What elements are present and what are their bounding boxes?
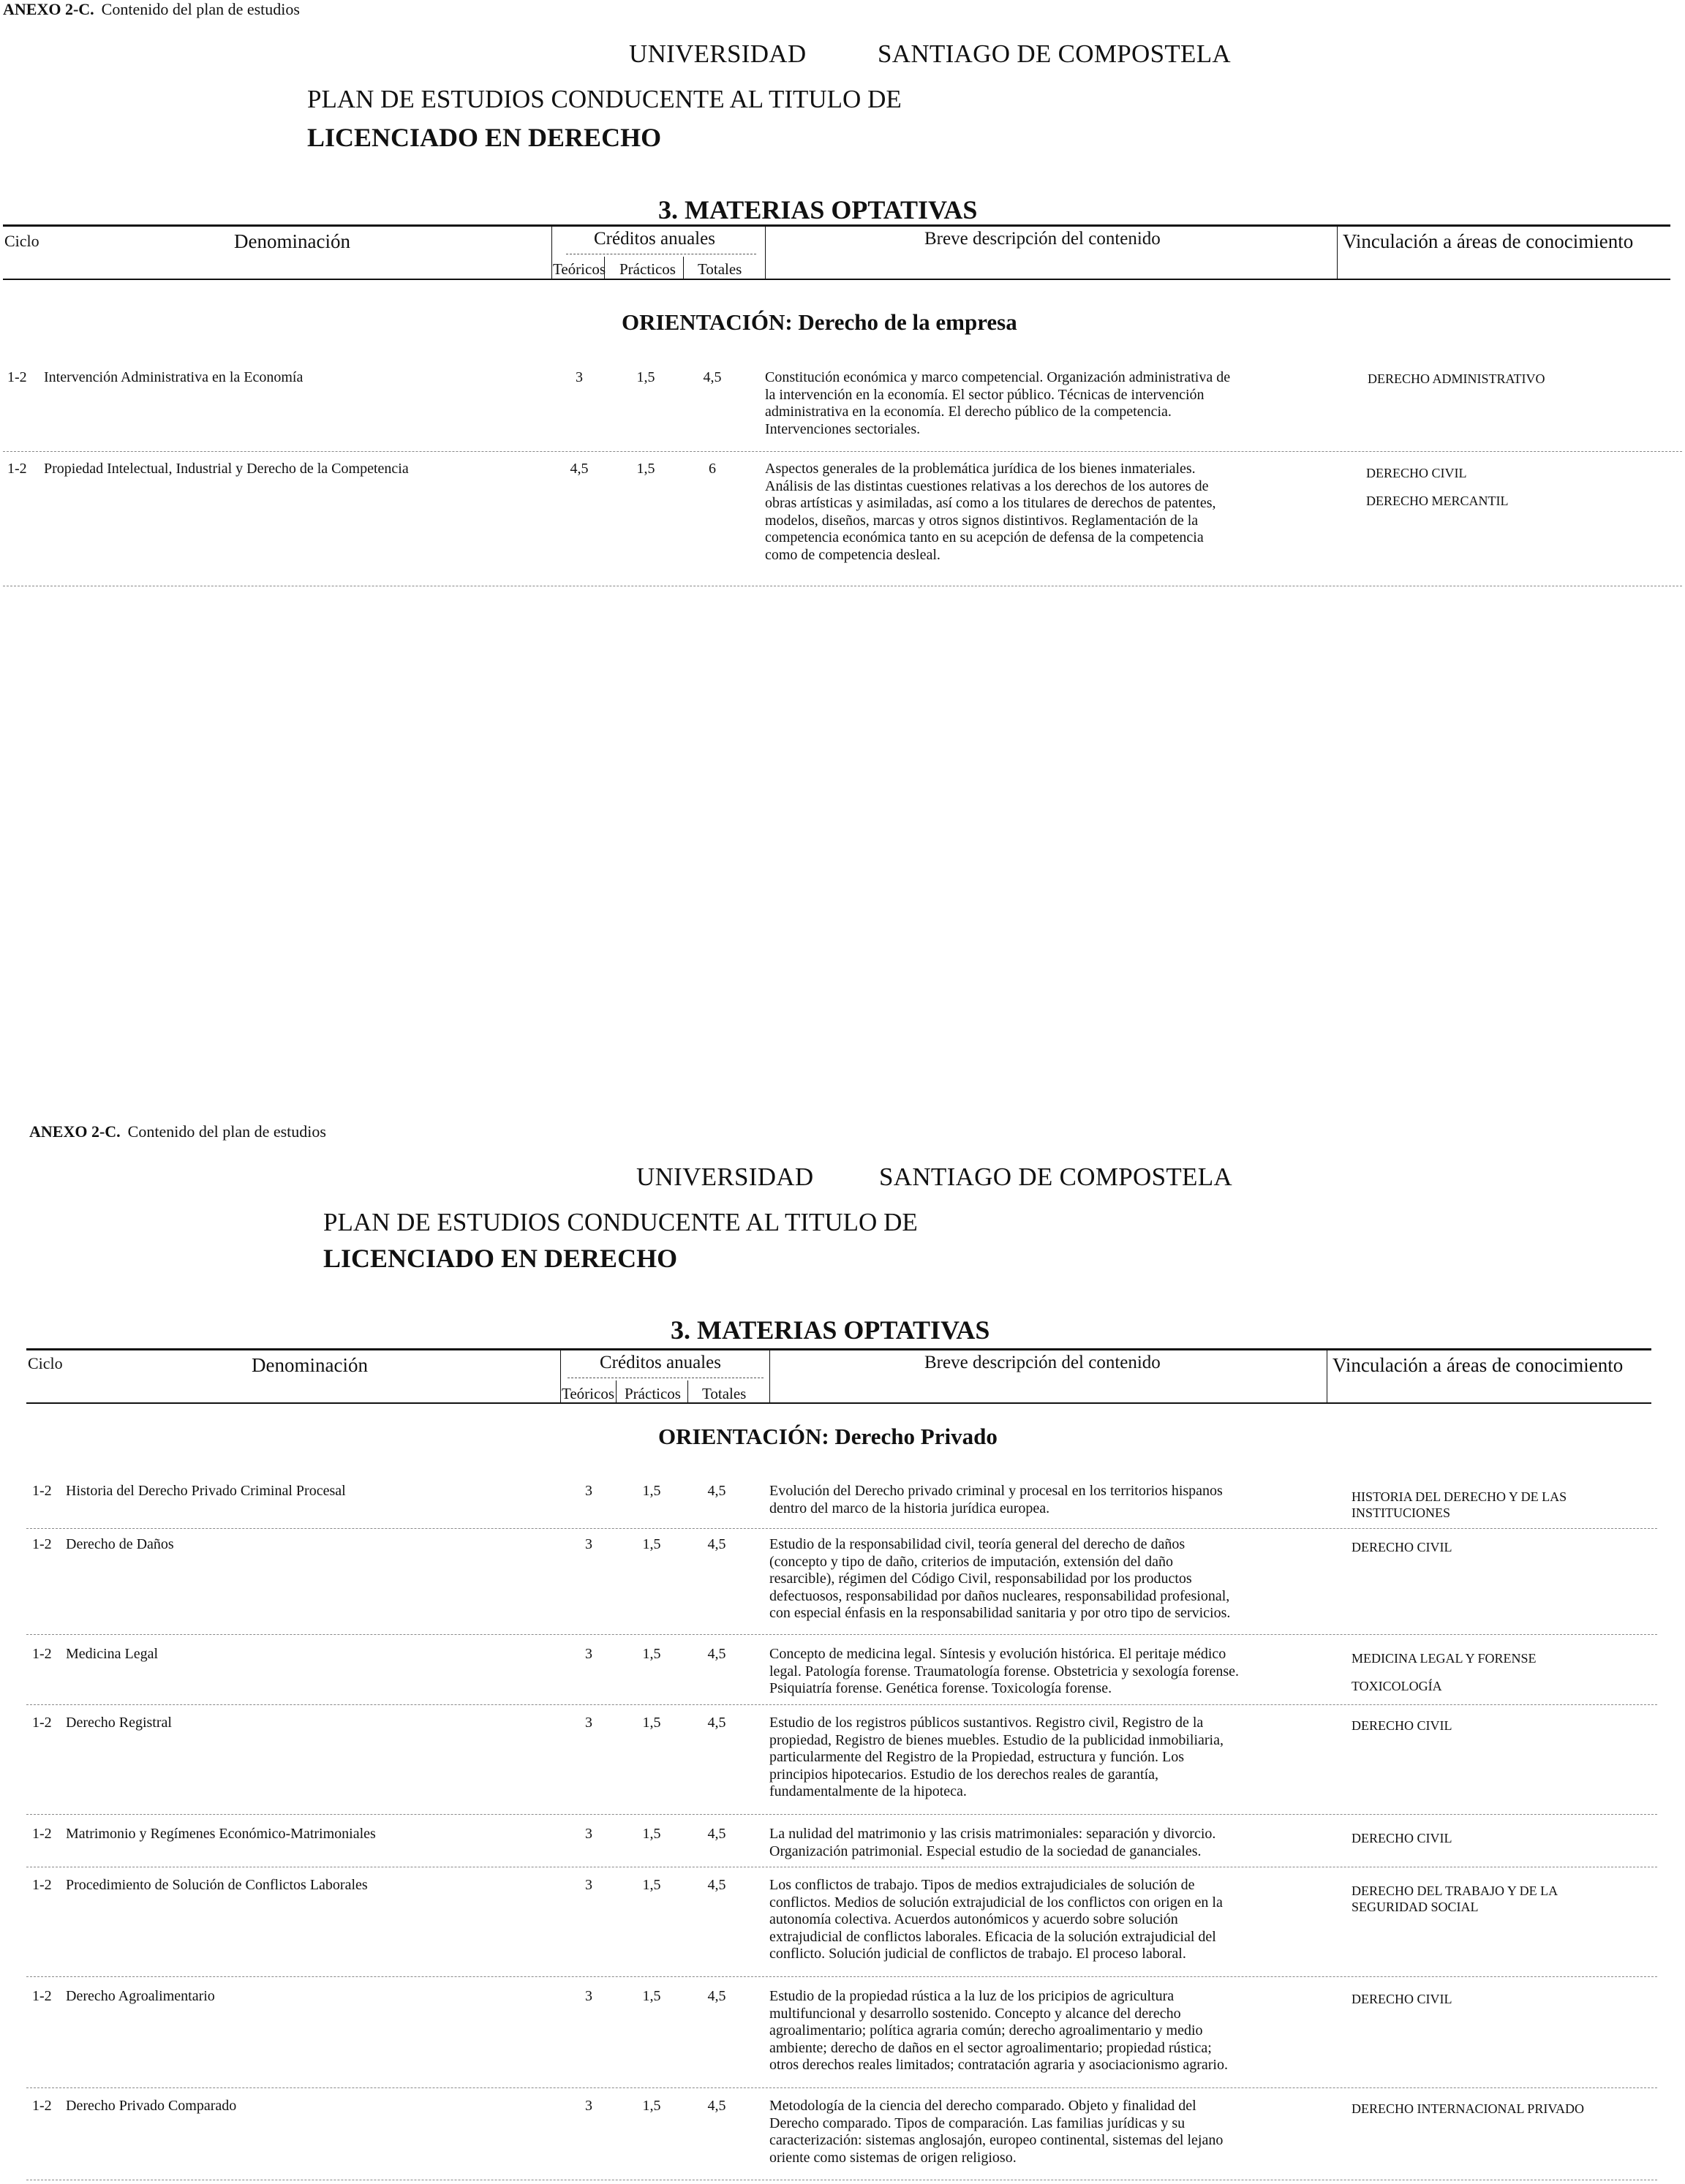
orientation-title: ORIENTACIÓN: Derecho Privado <box>658 1424 998 1449</box>
section-title: 3. MATERIAS OPTATIVAS <box>671 1315 990 1345</box>
cell-denominacion: Derecho de Daños <box>66 1536 174 1552</box>
cell-descripcion: Estudio de la responsabilidad civil, teoría general del derecho de daños (concepto y tipo de daño, criterios de imputación, extensión del daño resarcible), régimen del Código Civil, responsabilidad por los productos defectuosos, responsabilidad por daños nucleares, responsabilidad profesional, con especial énfasis en la responsabilidad sanitaria y por otro tipo de servicios. <box>769 1536 1231 1621</box>
cell-denominacion: Procedimiento de Solución de Conflictos Laborales <box>66 1877 368 1893</box>
cell-vinculacion: HISTORIA DEL DERECHO Y DE LAS INSTITUCIONES <box>1352 1489 1567 1520</box>
row-separator <box>26 1528 1657 1529</box>
cell-vinculacion: DERECHO CIVIL <box>1352 1718 1452 1733</box>
cell-denominacion: Intervención Administrativa en la Economía <box>44 369 304 385</box>
col-totales: Totales <box>698 260 742 278</box>
cell-teoricos: 3 <box>585 1536 592 1552</box>
col-teoricos: Teóricos <box>553 260 606 278</box>
cell-teoricos: 3 <box>585 1826 592 1842</box>
cell-vinculacion: MEDICINA LEGAL Y FORENSE TOXICOLOGÍA <box>1352 1651 1537 1693</box>
orientation-title: ORIENTACIÓN: Derecho de la empresa <box>622 309 1017 335</box>
cell-practicos: 1,5 <box>642 2098 661 2114</box>
cell-teoricos: 3 <box>576 369 583 385</box>
cell-totales: 4,5 <box>707 1483 726 1499</box>
document-page-2 <box>0 1122 1685 2184</box>
cell-vinculacion: DERECHO DEL TRABAJO Y DE LA SEGURIDAD SOCIAL <box>1352 1883 1558 1914</box>
row-separator <box>26 1704 1657 1705</box>
cell-teoricos: 3 <box>585 1988 592 2004</box>
cell-ciclo: 1-2 <box>7 461 27 477</box>
cell-denominacion: Derecho Agroalimentario <box>66 1988 215 2004</box>
col-vinculacion: Vinculación a áreas de conocimiento <box>1343 230 1634 252</box>
row-separator <box>26 1814 1657 1815</box>
cell-denominacion: Medicina Legal <box>66 1646 159 1662</box>
cell-practicos: 1,5 <box>642 1877 661 1893</box>
table-header <box>3 224 1670 280</box>
cell-totales: 4,5 <box>707 1646 726 1662</box>
cell-totales: 4,5 <box>707 1988 726 2004</box>
section-title: 3. MATERIAS OPTATIVAS <box>658 195 978 224</box>
cell-totales: 4,5 <box>707 2098 726 2114</box>
cell-practicos: 1,5 <box>636 369 655 385</box>
cell-practicos: 1,5 <box>642 1988 661 2004</box>
cell-teoricos: 4,5 <box>570 461 589 477</box>
cell-totales: 4,5 <box>707 1715 726 1731</box>
cell-descripcion: Estudio de los registros públicos sustantivos. Registro civil, Registro de la propiedad, Registro de bienes muebles. Estudio de la publicidad inmobiliaria, particularmente del Registro de la Propiedad, estructura y función. Los principios hipotecarios. Estudio de los derechos reales de garantía, fundamentalmente de la hipoteca. <box>769 1715 1224 1799</box>
university-name: SANTIAGO DE COMPOSTELA <box>878 39 1231 68</box>
cell-teoricos: 3 <box>585 1646 592 1662</box>
cell-ciclo: 1-2 <box>32 1646 52 1662</box>
col-descripcion: Breve descripción del contenido <box>924 1353 1161 1372</box>
cell-ciclo: 1-2 <box>32 1988 52 2004</box>
degree-title: LICENCIADO EN DERECHO <box>323 1244 678 1273</box>
cell-teoricos: 3 <box>585 1715 592 1731</box>
col-vinculacion: Vinculación a áreas de conocimiento <box>1332 1354 1624 1376</box>
cell-practicos: 1,5 <box>642 1646 661 1662</box>
document-page-1 <box>0 0 1685 1082</box>
cell-descripcion: Aspectos generales de la problemática jurídica de los bienes inmateriales. Análisis de las distintas cuestiones relativas a los derechos de los autores de obras artísticas y asimiladas, así como a los titulares de derechos de patentes, modelos, diseños, marcas y otros signos distintivos. Reglamentación de la competencia económica tanto en su acepción de defensa de la competencia como de competencia desleal. <box>765 461 1216 563</box>
col-totales: Totales <box>702 1385 747 1402</box>
cell-descripcion: Concepto de medicina legal. Síntesis y evolución histórica. El peritaje médico legal. Patología forense. Traumatología forense. Obstetricia y sexología forense. Psiquiatría forense. Genética forense. Toxicología forense. <box>769 1646 1240 1696</box>
cell-totales: 6 <box>709 461 716 477</box>
cell-vinculacion: DERECHO CIVIL <box>1352 1540 1452 1554</box>
row-separator <box>26 1976 1657 1977</box>
col-ciclo: Ciclo <box>4 232 39 250</box>
cell-vinculacion: DERECHO CIVIL <box>1352 1831 1452 1845</box>
row-separator <box>3 451 1682 452</box>
row-separator <box>26 1634 1657 1635</box>
plan-title: PLAN DE ESTUDIOS CONDUCENTE AL TITULO DE <box>307 85 902 113</box>
university-label: UNIVERSIDAD <box>629 39 807 68</box>
cell-teoricos: 3 <box>585 2098 592 2114</box>
cell-totales: 4,5 <box>707 1536 726 1552</box>
col-denominacion: Denominación <box>234 230 350 252</box>
cell-denominacion: Historia del Derecho Privado Criminal Procesal <box>66 1483 346 1499</box>
annex-heading: ANEXO 2-C. Contenido del plan de estudios <box>29 1122 326 1141</box>
cell-totales: 4,5 <box>707 1877 726 1893</box>
col-descripcion: Breve descripción del contenido <box>924 229 1161 249</box>
cell-totales: 4,5 <box>707 1826 726 1842</box>
cell-practicos: 1,5 <box>636 461 655 477</box>
cell-ciclo: 1-2 <box>32 1826 52 1842</box>
cell-vinculacion: DERECHO CIVIL DERECHO MERCANTIL <box>1366 466 1509 508</box>
cell-ciclo: 1-2 <box>32 1715 52 1731</box>
cell-vinculacion: DERECHO ADMINISTRATIVO <box>1368 371 1545 386</box>
col-creditos: Créditos anuales <box>600 1353 721 1372</box>
cell-ciclo: 1-2 <box>32 1536 52 1552</box>
cell-teoricos: 3 <box>585 1483 592 1499</box>
cell-practicos: 1,5 <box>642 1826 661 1842</box>
cell-practicos: 1,5 <box>642 1536 661 1552</box>
col-practicos: Prácticos <box>619 260 676 278</box>
table-header <box>26 1348 1651 1404</box>
cell-totales: 4,5 <box>703 369 722 385</box>
cell-vinculacion: DERECHO CIVIL <box>1352 1992 1452 2006</box>
cell-ciclo: 1-2 <box>32 1877 52 1893</box>
plan-title: PLAN DE ESTUDIOS CONDUCENTE AL TITULO DE <box>323 1208 918 1236</box>
cell-denominacion: Derecho Registral <box>66 1715 172 1731</box>
university-label: UNIVERSIDAD <box>636 1163 814 1191</box>
cell-ciclo: 1-2 <box>7 369 27 385</box>
cell-denominacion: Derecho Privado Comparado <box>66 2098 237 2114</box>
cell-denominacion: Matrimonio y Regímenes Económico-Matrimoniales <box>66 1826 376 1842</box>
col-ciclo: Ciclo <box>28 1354 63 1372</box>
cell-denominacion: Propiedad Intelectual, Industrial y Derecho de la Competencia <box>44 461 409 477</box>
col-practicos: Prácticos <box>625 1385 681 1402</box>
col-teoricos: Teóricos <box>562 1385 615 1402</box>
cell-practicos: 1,5 <box>642 1715 661 1731</box>
cell-descripcion: Metodología de la ciencia del derecho comparado. Objeto y finalidad del Derecho comparado. Tipos de comparación. Las familias jurídicas y su caracterización: sistemas anglosajón, europeo continental, sistemas del lejano oriente como sistemas de origen religioso. <box>769 2098 1224 2166</box>
annex-heading: ANEXO 2-C. Contenido del plan de estudios <box>3 0 300 18</box>
cell-practicos: 1,5 <box>642 1483 661 1499</box>
cell-vinculacion: DERECHO INTERNACIONAL PRIVADO <box>1352 2101 1584 2116</box>
col-denominacion: Denominación <box>252 1354 368 1376</box>
cell-descripcion: Constitución económica y marco competencial. Organización administrativa de la intervención en la economía. El sector público. Técnicas de intervención administrativa en la economía. El derecho público de la competencia. Intervenciones sectoriales. <box>765 369 1231 437</box>
cell-teoricos: 3 <box>585 1877 592 1893</box>
cell-descripcion: La nulidad del matrimonio y las crisis matrimoniales: separación y divorcio. Organización patrimonial. Especial estudio de la sociedad de gananciales. <box>769 1826 1216 1859</box>
cell-descripcion: Estudio de la propiedad rústica a la luz de los pricipios de agricultura multifuncional y desarrollo sostenido. Concepto y alcance del derecho agroalimentario; política agraria común; derecho agroalimentario y medio ambiente; derecho de daños en el sector agroalimentario; propiedad rústica; otros derechos reales limitados; contratación agraria y asociacionismo agrario. <box>769 1988 1228 2073</box>
cell-descripcion: Evolución del Derecho privado criminal y procesal en los territorios hispanos dentro del marco de la historia jurídica europea. <box>769 1483 1223 1516</box>
cell-ciclo: 1-2 <box>32 2098 52 2114</box>
cell-ciclo: 1-2 <box>32 1483 52 1499</box>
cell-descripcion: Los conflictos de trabajo. Tipos de medios extrajudiciales de solución de conflictos. Medios de solución extrajudicial de los conflictos con origen en la autonomía colectiva. Acuerdos autonómicos y acuerdo sobre solución extrajudicial de conflictos laborales. Eficacia de la solución extrajudicial del conflicto. Solución judicial de conflictos de trabajo. El proceso laboral. <box>769 1877 1223 1962</box>
col-creditos: Créditos anuales <box>594 229 715 249</box>
row-separator <box>26 2087 1657 2088</box>
degree-title: LICENCIADO EN DERECHO <box>307 123 662 152</box>
university-name: SANTIAGO DE COMPOSTELA <box>879 1163 1232 1191</box>
